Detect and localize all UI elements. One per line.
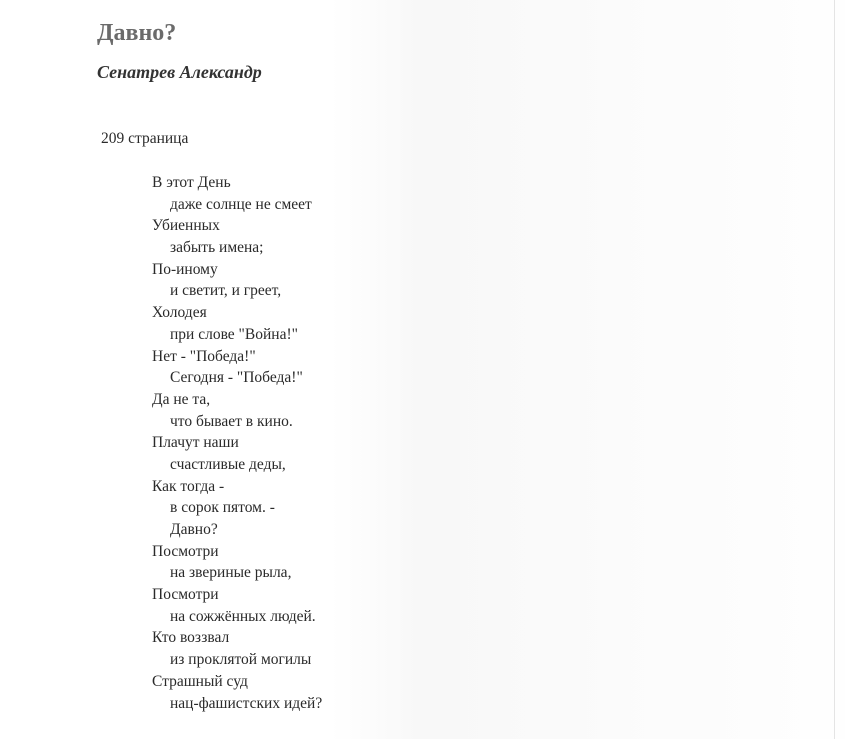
poem-line: Кто воззвал: [152, 629, 230, 647]
poem-line: Да не та,: [152, 390, 211, 408]
poem-line: нац-фашистских идей?: [170, 694, 323, 712]
poem-line: в сорок пятом. -: [170, 499, 275, 517]
poem-line: Сегодня - "Победа!": [170, 369, 303, 387]
scan-shading: [330, 0, 845, 739]
poem-line: Убиенных: [152, 217, 220, 235]
poem-line: на звериные рыла,: [170, 564, 292, 582]
poem-line: Как тогда -: [152, 477, 225, 495]
poem-line: По-иному: [152, 260, 218, 278]
poem-line: Плачут наши: [152, 434, 239, 452]
poem-line: из проклятой могилы: [170, 651, 312, 669]
poem-line: счастливые деды,: [170, 455, 286, 473]
page-number: 209 страница: [101, 130, 189, 147]
author-name: Сенатрев Александр: [97, 62, 262, 82]
poem-line: Посмотри: [152, 542, 219, 560]
poem-body: [152, 172, 322, 714]
poem-line: Посмотри: [152, 586, 219, 604]
poem-line: на сожжённых людей.: [170, 607, 316, 625]
poem-line: даже солнце не смеет: [170, 195, 312, 213]
poem-line: Страшный суд: [152, 672, 248, 690]
poem-line: В этот День: [152, 174, 231, 191]
poem-line: Холодея: [152, 304, 207, 322]
poem-line: забыть имена;: [170, 239, 264, 257]
poem-title: Давно?: [97, 20, 177, 46]
poem-line: и светит, и греет,: [170, 282, 282, 300]
poem-line: Нет - "Победа!": [152, 347, 256, 365]
poem-line: Давно?: [170, 521, 218, 538]
poem-line: при слове "Война!": [170, 325, 298, 343]
page-edge: [834, 0, 835, 739]
poem-line: что бывает в кино.: [170, 412, 293, 430]
